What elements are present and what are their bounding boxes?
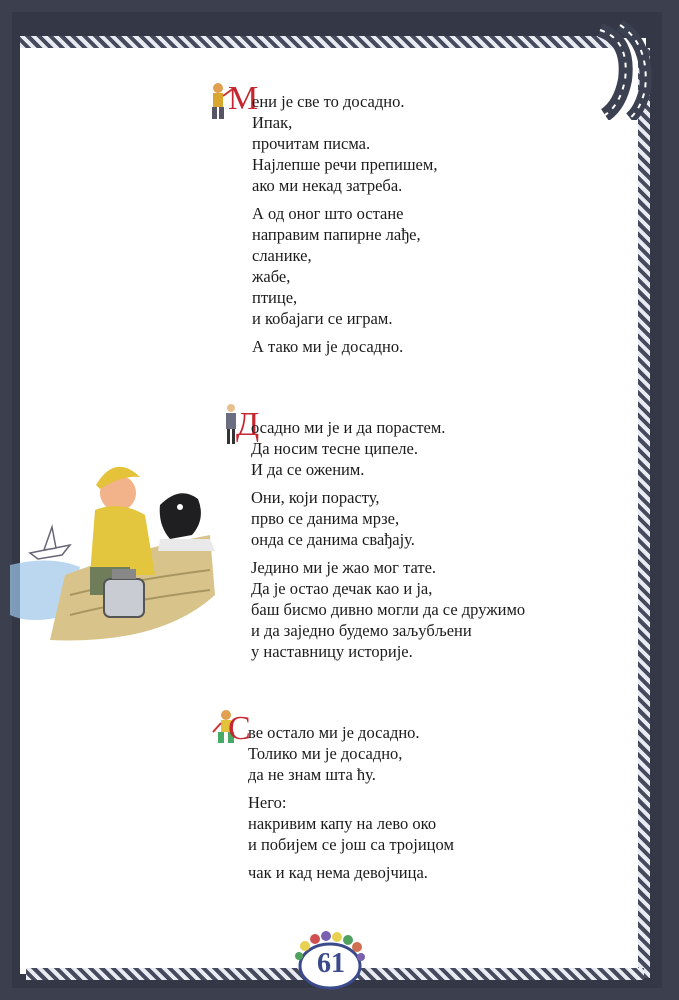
verse-line: Толико ми је досадно,: [248, 744, 403, 763]
verse-line: ве остало ми је досадно.: [248, 723, 420, 742]
verse-line: онда се данима свађају.: [251, 530, 415, 549]
stanza-2: [251, 417, 525, 662]
verse-line: Да носим тесне ципеле.: [251, 439, 418, 458]
verse-line: и да заједно будемо заљубљени: [251, 621, 472, 640]
verse-line: Да је остао дечак као и ја,: [251, 579, 433, 598]
verse-line: птице,: [252, 288, 298, 307]
verse-line: А од оног што остане: [252, 204, 404, 223]
verse-line: Једино ми је жао мог тате.: [251, 558, 437, 577]
verse-line: ако ми некад затреба.: [252, 176, 403, 195]
verse-line: направим папирне лађе,: [252, 225, 421, 244]
verse-line: Они, који порасту,: [251, 488, 380, 507]
verse-line: и кобајаги се играм.: [252, 309, 393, 328]
dropcap-1: М: [228, 80, 259, 117]
rope-border-top: [20, 36, 620, 48]
page-number: 61: [317, 948, 345, 979]
verse-line: прво се данима мрзе,: [251, 509, 400, 528]
dropcap-2: Д: [236, 406, 260, 443]
stanza-1: [252, 91, 437, 357]
verse-line: сланике,: [252, 246, 312, 265]
verse-line: осадно ми је и да порастем.: [251, 418, 446, 437]
boy-and-dog-illustration: [10, 455, 220, 645]
verse-line: и побијем се још са тројицом: [248, 835, 454, 854]
verse-line: накривим капу на лево око: [248, 814, 437, 833]
verse-line: А тако ми је досадно.: [252, 337, 404, 356]
verse-line: Ипак,: [252, 113, 293, 132]
verse-line: Него:: [248, 793, 287, 812]
verse-line: да не знам шта ћу.: [248, 765, 376, 784]
rope-knot-icon: [590, 20, 660, 120]
verse-line: И да се оженим.: [251, 460, 365, 479]
stanza-3: [248, 722, 454, 883]
verse-line: чак и кад нема девојчица.: [248, 863, 428, 882]
verse-line: баш бисмо дивно могли да се дружимо: [251, 600, 526, 619]
verse-line: у наставницу историје.: [251, 642, 413, 661]
rope-border-right: [638, 48, 650, 978]
dropcap-3: С: [228, 710, 251, 747]
verse-line: прочитам писма.: [252, 134, 371, 153]
verse-line: жабе,: [252, 267, 291, 286]
verse-line: Најлепше речи препишем,: [252, 155, 438, 174]
verse-line: ени је све то досадно.: [252, 92, 405, 111]
